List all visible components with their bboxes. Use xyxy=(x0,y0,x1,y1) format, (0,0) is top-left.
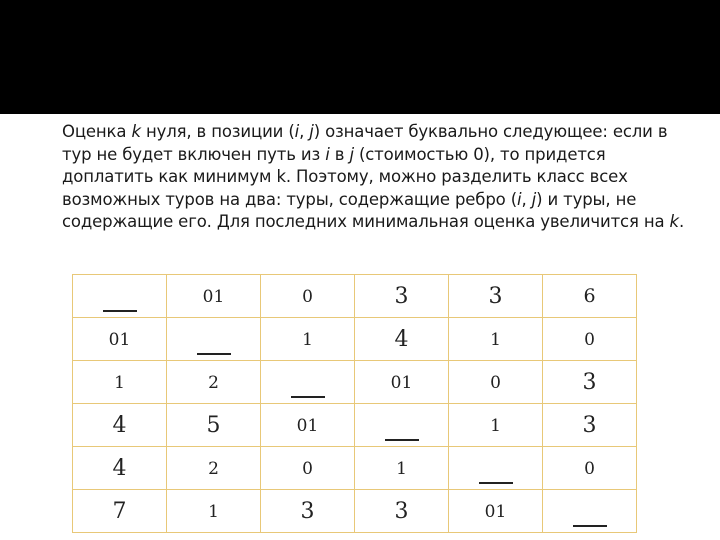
matrix-cell-value: 1 xyxy=(490,330,501,350)
cost-matrix-body xyxy=(73,275,637,533)
matrix-cell-value: 01 xyxy=(390,373,413,393)
matrix-cell-value: 01 xyxy=(108,330,131,350)
matrix-cell xyxy=(449,318,543,361)
matrix-cell xyxy=(449,447,543,490)
matrix-cell xyxy=(543,404,637,447)
matrix-cell-value: 0 xyxy=(490,373,501,393)
matrix-cell-value: 0 xyxy=(302,287,313,307)
matrix-cell xyxy=(167,447,261,490)
matrix-cell-value: 3 xyxy=(394,498,409,524)
matrix-cell-value: 2 xyxy=(208,459,219,479)
matrix-cell xyxy=(355,447,449,490)
matrix-cell xyxy=(543,447,637,490)
matrix-cell-value: 1 xyxy=(302,330,313,350)
matrix-cell xyxy=(73,275,167,318)
matrix-cell xyxy=(261,318,355,361)
matrix-cell xyxy=(543,490,637,533)
matrix-cell-value: 4 xyxy=(112,412,127,438)
body-paragraph: Оценка k нуля, в позиции (i, j) означает буквально следующее: если в тур не будет включен путь из i в j (стоимостью 0), то придется доплатить как минимум k. Поэтому, можно разделить класс всех возможных туров на два: туры, содержащие ребро (i, j) и туры, не содержащие его. Для последних минимальная оценка увеличится на k. xyxy=(62,122,685,231)
cost-matrix-table xyxy=(72,274,637,533)
table-row xyxy=(73,361,637,404)
matrix-cell xyxy=(543,275,637,318)
matrix-cell-value xyxy=(573,511,607,527)
matrix-cell xyxy=(167,404,261,447)
matrix-cell-value: 0 xyxy=(584,330,595,350)
matrix-cell-value: 01 xyxy=(296,416,319,436)
matrix-cell-value: 1 xyxy=(396,459,407,479)
matrix-cell xyxy=(73,361,167,404)
matrix-cell xyxy=(73,404,167,447)
matrix-cell xyxy=(355,404,449,447)
matrix-cell xyxy=(73,490,167,533)
table-row xyxy=(73,404,637,447)
matrix-cell-value: 1 xyxy=(208,502,219,522)
matrix-cell-value: 3 xyxy=(300,498,315,524)
matrix-cell-value: 0 xyxy=(302,459,313,479)
matrix-cell xyxy=(355,275,449,318)
matrix-cell-value: 3 xyxy=(488,283,503,309)
matrix-cell-value: 1 xyxy=(114,373,125,393)
matrix-cell-value: 01 xyxy=(484,502,507,522)
matrix-cell-value: 1 xyxy=(490,416,501,436)
matrix-cell xyxy=(449,404,543,447)
matrix-cell xyxy=(73,447,167,490)
matrix-cell-value: 4 xyxy=(394,326,409,352)
top-black-bar xyxy=(0,0,720,114)
matrix-cell-value xyxy=(479,468,513,484)
matrix-cell xyxy=(167,318,261,361)
matrix-cell-value: 01 xyxy=(202,287,225,307)
matrix-cell xyxy=(355,490,449,533)
matrix-cell-value: 4 xyxy=(112,455,127,481)
matrix-cell-value: 2 xyxy=(208,373,219,393)
matrix-cell-value: 3 xyxy=(582,412,597,438)
table-row xyxy=(73,447,637,490)
matrix-cell xyxy=(261,447,355,490)
matrix-cell xyxy=(73,318,167,361)
table-row xyxy=(73,318,637,361)
matrix-cell xyxy=(167,490,261,533)
table-row xyxy=(73,490,637,533)
matrix-cell-value: 0 xyxy=(584,459,595,479)
matrix-cell xyxy=(355,361,449,404)
matrix-cell xyxy=(543,318,637,361)
matrix-cell xyxy=(167,275,261,318)
matrix-cell-value xyxy=(197,339,231,355)
matrix-cell-value: 3 xyxy=(582,369,597,395)
matrix-cell xyxy=(355,318,449,361)
matrix-cell-value xyxy=(385,425,419,441)
table-row xyxy=(73,275,637,318)
matrix-cell-value: 3 xyxy=(394,283,409,309)
matrix-cell xyxy=(167,361,261,404)
matrix-cell-value: 7 xyxy=(112,498,127,524)
matrix-cell xyxy=(261,361,355,404)
matrix-cell-value xyxy=(291,382,325,398)
matrix-cell xyxy=(543,361,637,404)
matrix-cell-value: 5 xyxy=(206,412,221,438)
matrix-cell xyxy=(449,275,543,318)
matrix-cell xyxy=(261,404,355,447)
matrix-cell xyxy=(261,490,355,533)
matrix-cell xyxy=(261,275,355,318)
matrix-cell-value xyxy=(103,296,137,312)
matrix-cell-value: 6 xyxy=(583,285,596,307)
matrix-cell xyxy=(449,490,543,533)
matrix-cell xyxy=(449,361,543,404)
